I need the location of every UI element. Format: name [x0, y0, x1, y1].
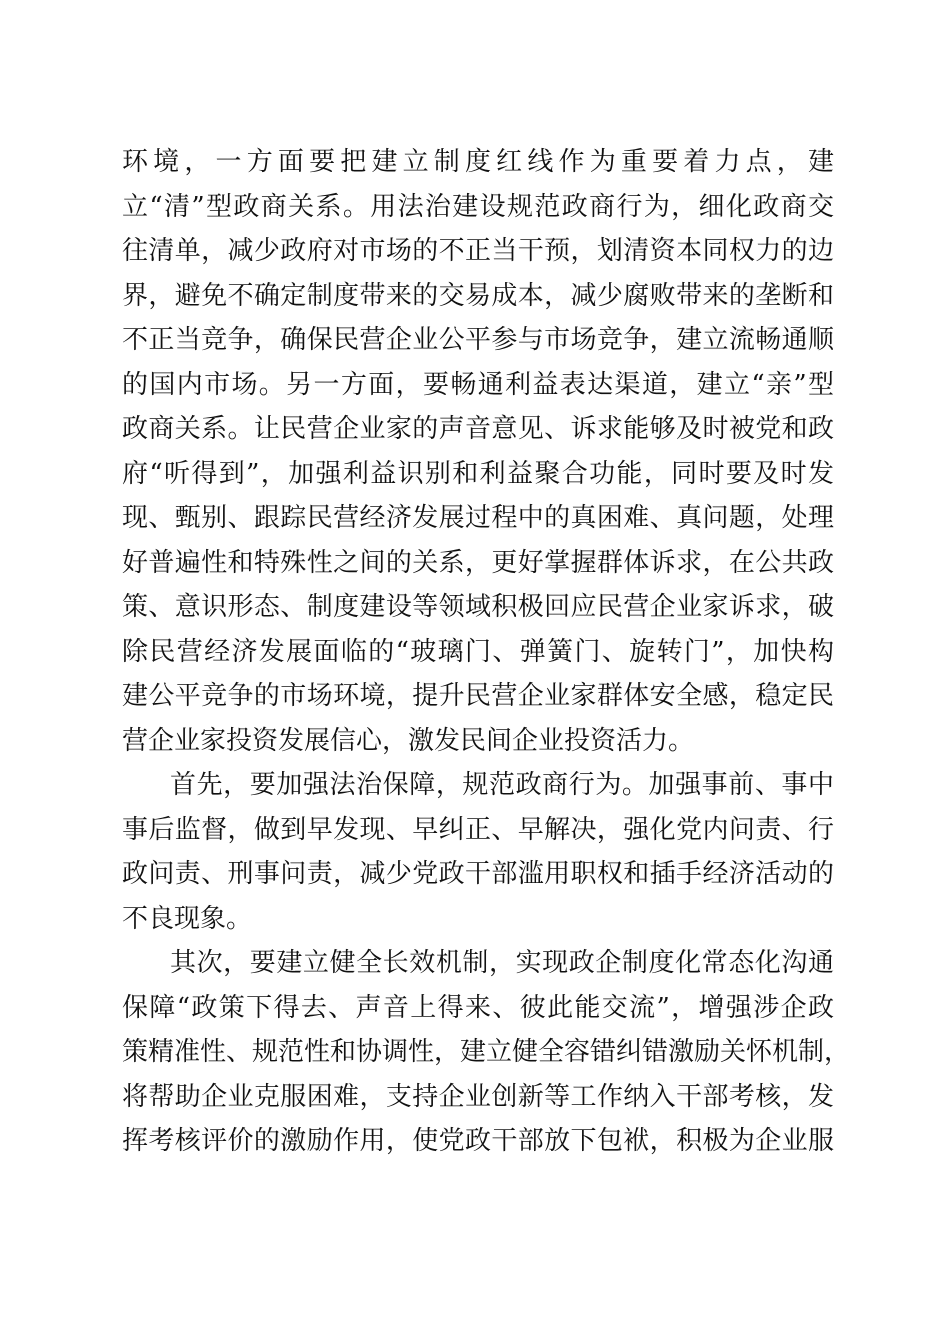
- text-line: 挥考核评价的激励作用，使党政干部放下包袱，积极为企业服: [122, 1126, 834, 1156]
- text-line: 不正当竞争，确保民营企业公平参与市场竞争，建立流畅通顺: [122, 325, 834, 355]
- text-line: 建公平竞争的市场环境，提升民营企业家群体安全感，稳定民: [122, 681, 834, 711]
- text-line: 好普遍性和特殊性之间的关系，更好掌握群体诉求，在公共政: [122, 547, 834, 578]
- text-line: 策、意识形态、制度建设等领域积极回应民营企业家诉求，破: [122, 592, 834, 622]
- text-line: 政商关系。让民营企业家的声音意见、诉求能够及时被党和政: [122, 414, 834, 444]
- paragraph-continuation: [122, 140, 834, 763]
- text-line: 现、甄别、跟踪民营经济发展过程中的真困难、真问题，处理: [122, 503, 834, 533]
- text-line: 界，避免不确定制度带来的交易成本，减少腐败带来的垄断和: [122, 280, 834, 311]
- text-line: 策精准性、规范性和协调性，建立健全容错纠错激励关怀机制，: [122, 1037, 851, 1067]
- text-line: 将帮助企业克服困难，支持企业创新等工作纳入干部考核，发: [122, 1081, 834, 1112]
- text-line: 政问责、刑事问责，减少党政干部滥用职权和插手经济活动的: [122, 859, 834, 889]
- text-line: 立“清”型政商关系。用法治建设规范政商行为，细化政商交: [122, 191, 834, 222]
- text-line: 营企业家投资发展信心，激发民间企业投资活力。: [122, 725, 695, 756]
- text-line: 不良现象。: [122, 903, 253, 934]
- text-line: 的国内市场。另一方面，要畅通利益表达渠道，建立“亲”型: [122, 369, 834, 400]
- paragraph-first: [122, 763, 834, 941]
- text-line: 保障“政策下得去、声音上得来、彼此能交流”，增强涉企政: [122, 992, 834, 1023]
- text-line: 府“听得到”，加强利益识别和利益聚合功能，同时要及时发: [122, 458, 834, 489]
- text-line: 环境，一方面要把建立制度红线作为重要着力点，建: [122, 147, 834, 177]
- text-line: 事后监督，做到早发现、早纠正、早解决，强化党内问责、行: [122, 814, 834, 845]
- text-line: 其次，要建立健全长效机制，实现政企制度化常态化沟通: [170, 948, 834, 978]
- paragraph-second: [122, 941, 851, 1164]
- document-body: [122, 140, 851, 1164]
- text-line: 首先，要加强法治保障，规范政商行为。加强事前、事中: [170, 770, 834, 800]
- text-line: 往清单，减少政府对市场的不正当干预，划清资本同权力的边: [122, 236, 834, 266]
- text-line: 除民营经济发展面临的“玻璃门、弹簧门、旋转门”，加快构: [122, 636, 834, 667]
